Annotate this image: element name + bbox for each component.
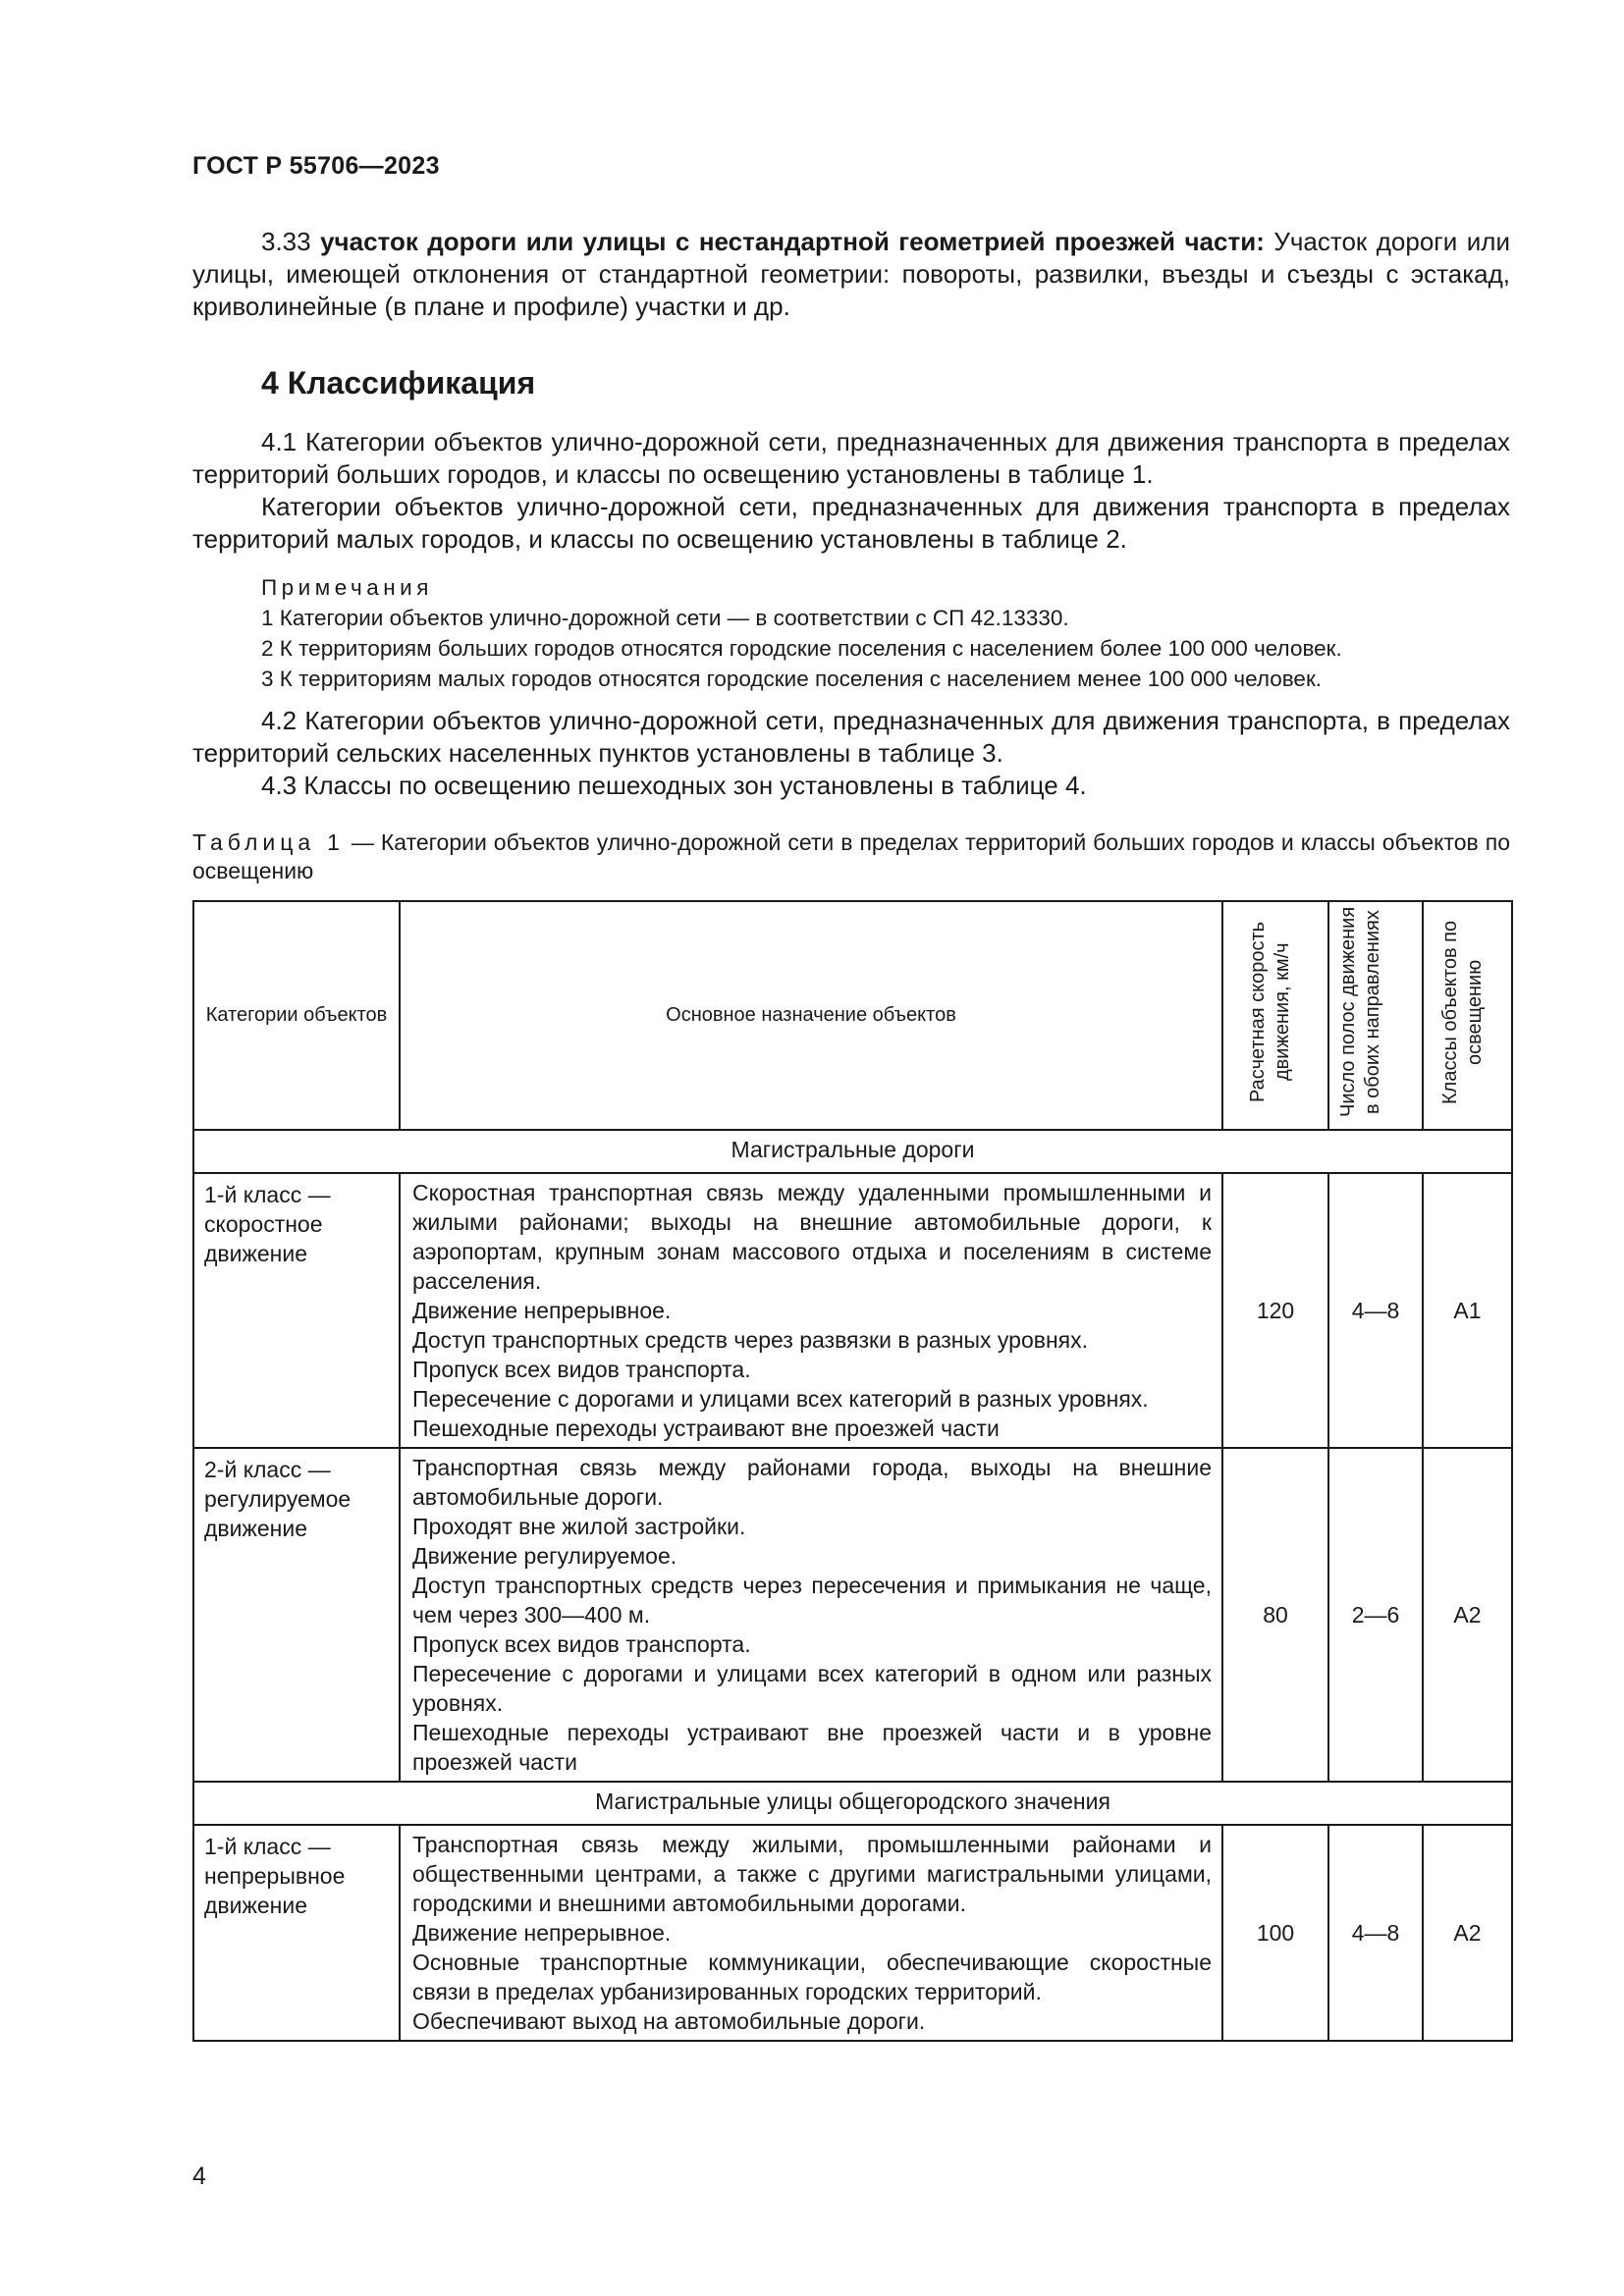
table-section-title: Магистральные улицы общегородского значения (193, 1782, 1512, 1825)
paragraph-4-1: 4.1 Категории объектов улично-дорожной сети, предназначенных для движения транспорта в пределах территорий больших городов, и классы по освещению установлены в таблице 1. (192, 427, 1510, 489)
header-lighting-class-label: Классы объектов по освещению (1438, 920, 1486, 1104)
notes-block (261, 572, 1508, 694)
definition-text: Участок дороги или улицы, имеющей отклонения от стандартной геометрии: повороты, развилки, въезды и съезды с эстакад, криволинейные (в плане и профиле) участки и др. (192, 227, 1510, 321)
header-lanes-label: Число полос движения в обоих направлениях (1337, 906, 1383, 1118)
table-row (193, 1825, 1512, 2041)
note-item: 1 Категории объектов улично-дорожной сети — в соответствии с СП 42.13330. (261, 606, 1069, 630)
paragraph-4-3: 4.3 Классы по освещению пешеходных зон установлены в таблице 4. (261, 771, 1087, 800)
note-item: 3 К территориям малых городов относятся городские поселения с населением менее 100 000 человек. (261, 667, 1323, 691)
row-lanes: 4—8 (1328, 1825, 1423, 2041)
table-row (193, 1173, 1512, 1448)
header-speed-label: Расчетная скорость движения, км/ч (1247, 921, 1293, 1103)
definition-term: участок дороги или улицы с нестандартной геометрией проезжей части: (320, 227, 1265, 256)
row-lanes: 2—6 (1328, 1448, 1423, 1782)
row-lighting-class: А2 (1423, 1448, 1512, 1782)
row-purpose: Транспортная связь между жилыми, промышленными районами и общественными центрами, а также с другими магистральными улицами, городскими и внешними автомобильными дорогами. Движение непрерывное. Основные транспортные коммуникации, обеспечивающие скоростные связи в пределах урбанизированных городских территорий. Обеспечивают выход на автомобильные дороги. (400, 1825, 1222, 2041)
table-caption-text: — Категории объектов улично-дорожной сети в пределах территорий больших городов и классы объектов по освещению (192, 829, 1510, 883)
classification-table (192, 900, 1513, 2042)
header-lighting-class (1423, 901, 1512, 1130)
table-header-row (193, 901, 1512, 1130)
table-caption-label: Таблица 1 (192, 829, 345, 855)
row-category: 2-й класс — регулируемое движение (193, 1448, 400, 1782)
page-number: 4 (192, 2163, 206, 2190)
paragraph-4-2: 4.2 Категории объектов улично-дорожной сети, предназначенных для движения транспорта, в пределах территорий сельских населенных пунктов установлены в таблице 3. (192, 706, 1510, 768)
row-category: 1-й класс — скоростное движение (193, 1173, 400, 1448)
table-section-title: Магистральные дороги (193, 1130, 1512, 1173)
table-section-row (193, 1130, 1512, 1173)
note-item: 2 К территориям больших городов относятся городские поселения с населением более 100 000 человек. (261, 636, 1342, 661)
table-caption (192, 828, 1510, 885)
header-lanes (1328, 901, 1423, 1130)
section-4-1 (192, 426, 1510, 556)
header-speed (1222, 901, 1328, 1130)
row-speed: 120 (1222, 1173, 1328, 1448)
document-header: ГОСТ Р 55706—2023 (192, 152, 440, 180)
row-purpose: Скоростная транспортная связь между удаленными промышленными и жилыми районами; выходы на внешние автомобильные дороги, к аэропортам, крупным зонам массового отдыха и поселениям в системе расселения. Движение непрерывное. Доступ транспортных средств через развязки в разных уровнях. Пропуск всех видов транспорта. Пересечение с дорогами и улицами всех категорий в разных уровнях. Пешеходные переходы устраивают вне проезжей части (400, 1173, 1222, 1448)
header-category: Категории объектов (193, 901, 400, 1130)
row-lanes: 4—8 (1328, 1173, 1423, 1448)
definition-number: 3.33 (261, 227, 311, 256)
row-speed: 80 (1222, 1448, 1328, 1782)
table-section-row (193, 1782, 1512, 1825)
notes-heading: Примечания (261, 575, 433, 600)
row-lighting-class: А2 (1423, 1825, 1512, 2041)
section-title: 4 Классификация (261, 365, 536, 400)
definition-3-33 (192, 226, 1510, 323)
header-purpose: Основное назначение объектов (400, 901, 1222, 1130)
section-4-2-4-3 (192, 705, 1510, 802)
row-lighting-class: А1 (1423, 1173, 1512, 1448)
table-row (193, 1448, 1512, 1782)
row-purpose: Транспортная связь между районами города, выходы на внешние автомобильные дороги. Проходят вне жилой застройки. Движение регулируемое. Доступ транспортных средств через пересечения и примыкания не чаще, чем через 300—400 м. Пропуск всех видов транспорта. Пересечение с дорогами и улицами всех категорий в одном или разных уровнях. Пешеходные переходы устраивают вне проезжей части и в уровне проезжей части (400, 1448, 1222, 1782)
row-category: 1-й класс — непрерывное движение (193, 1825, 400, 2041)
row-speed: 100 (1222, 1825, 1328, 2041)
paragraph-4-1-continued: Категории объектов улично-дорожной сети, предназначенных для движения транспорта в пределах территорий малых городов, и классы по освещению установлены в таблице 2. (192, 492, 1510, 554)
